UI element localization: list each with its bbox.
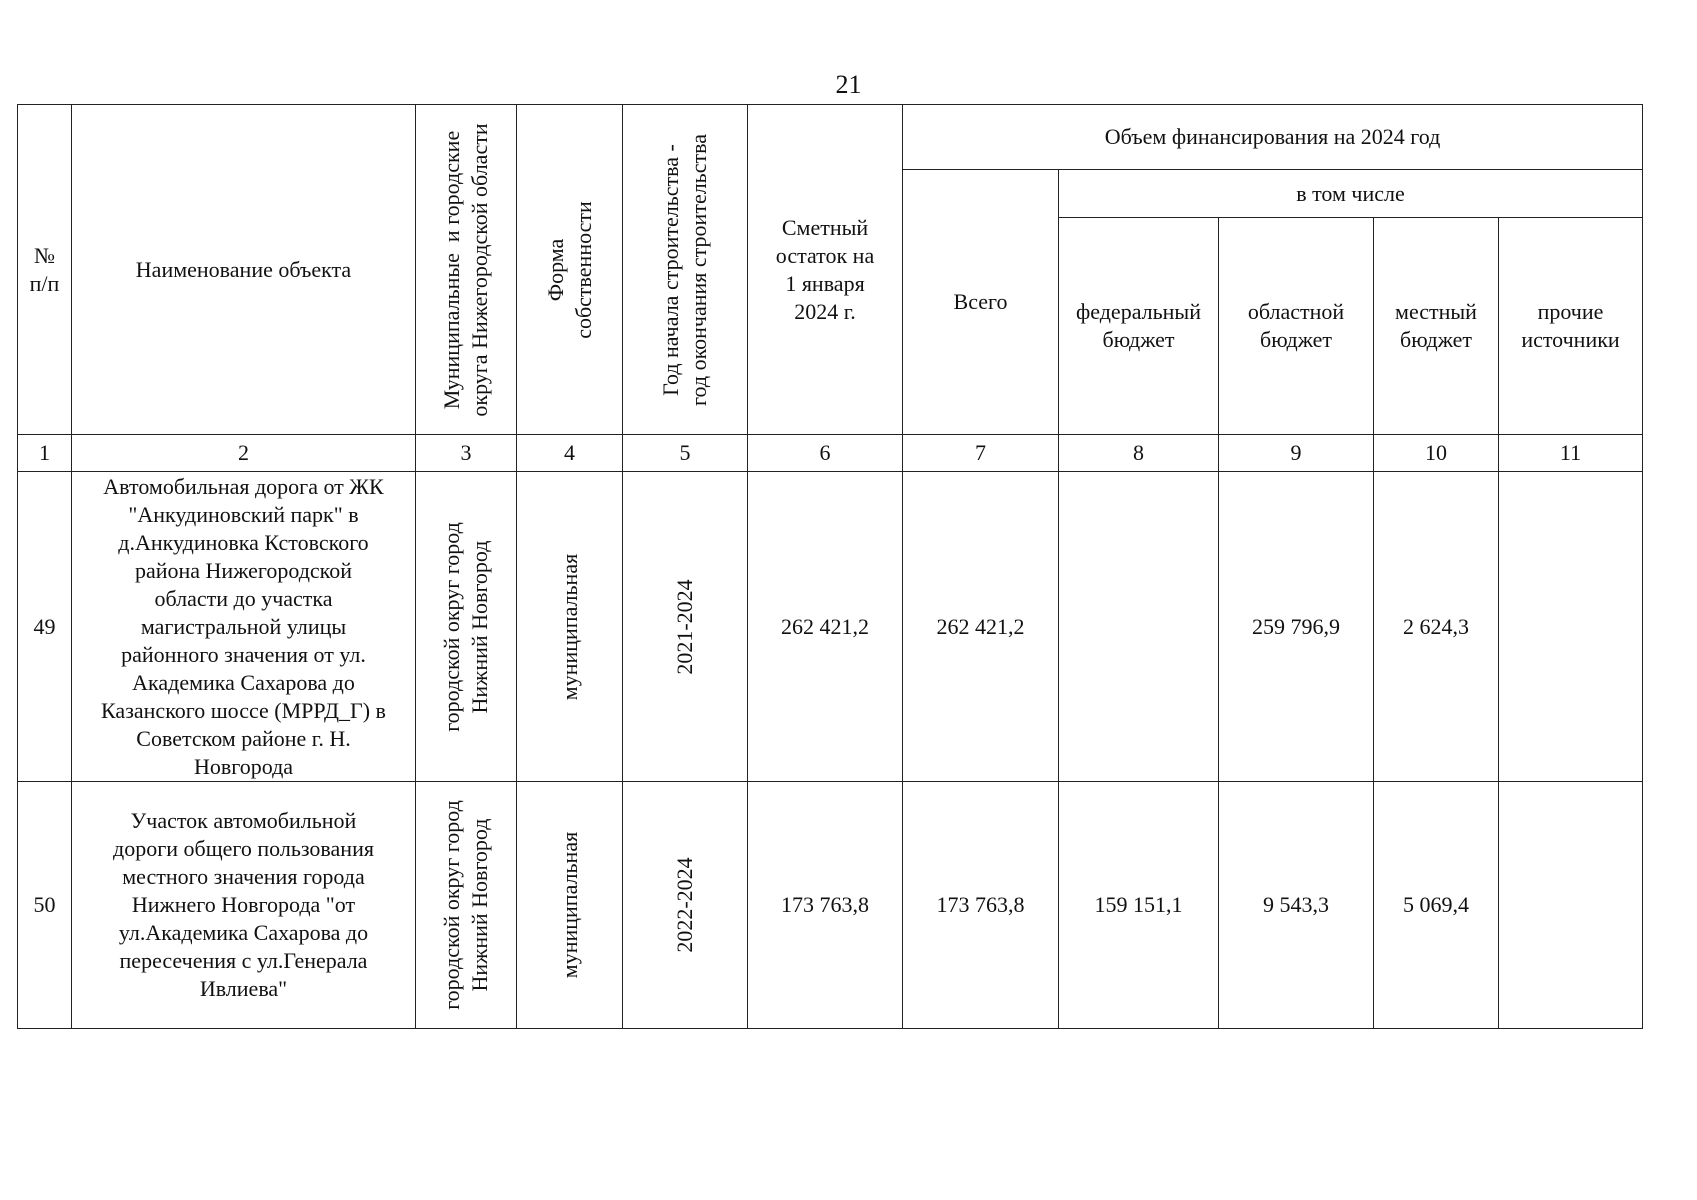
years-text: 2021-2024: [672, 578, 697, 675]
column-number: 11: [1499, 435, 1643, 472]
other-value: [1499, 782, 1643, 1029]
object-name: Участок автомобильной дороги общего пользования местного значения города Нижнего Новгорода "от ул.Академика Сахарова до пересечения с ул.Генерала Ивлиева": [72, 782, 416, 1029]
municipality-cell: [416, 472, 517, 782]
ownership-cell: [517, 782, 623, 1029]
total-value: 173 763,8: [903, 782, 1059, 1029]
header-years: [623, 105, 748, 435]
table-row: [18, 472, 1643, 782]
header-funding-group-label: Объем финансирования на 2024 год: [1104, 124, 1441, 149]
column-number: 3: [416, 435, 517, 472]
years-cell: [623, 782, 748, 1029]
header-estimate: [748, 105, 903, 435]
header-other-label: прочие источники: [1521, 299, 1620, 352]
other-value: [1499, 472, 1643, 782]
header-regional-label: областной бюджет: [1247, 299, 1345, 352]
header-ownership-label: Форма собственности: [542, 200, 596, 339]
column-number: 1: [18, 435, 72, 472]
column-number: 10: [1374, 435, 1499, 472]
header-including-label: в том числе: [1296, 180, 1405, 206]
header-funding-group: [903, 105, 1643, 170]
regional-value: 9 543,3: [1219, 782, 1374, 1029]
column-number: 7: [903, 435, 1059, 472]
ownership-text: муниципальная: [556, 553, 582, 700]
local-value: 5 069,4: [1374, 782, 1499, 1029]
column-number: 2: [72, 435, 416, 472]
federal-value: 159 151,1: [1059, 782, 1219, 1029]
header-federal-label: федеральный бюджет: [1076, 299, 1201, 352]
header-object-name: [72, 105, 416, 435]
header-including: [1059, 170, 1643, 218]
header-estimate-label: Сметный остаток на 1 января 2024 г.: [775, 214, 875, 324]
header-number: [18, 105, 72, 435]
header-local: [1374, 218, 1499, 435]
column-number: 4: [517, 435, 623, 472]
regional-value: 259 796,9: [1219, 472, 1374, 782]
column-number: 5: [623, 435, 748, 472]
table-row: [18, 782, 1643, 1029]
header-regional: [1219, 218, 1374, 435]
header-row-1: [18, 105, 1643, 170]
header-total-label: Всего: [953, 289, 1008, 314]
years-text: 2022-2024: [672, 857, 697, 953]
header-object-name-label: Наименование объекта: [135, 256, 352, 282]
header-years-label: Год начала строительства - год окончания строительства: [658, 133, 711, 406]
estimate-value: 262 421,2: [748, 472, 903, 782]
total-value: 262 421,2: [903, 472, 1059, 782]
header-federal: [1059, 218, 1219, 435]
row-number: 50: [18, 782, 72, 1029]
header-municipality-label: Муниципальные и городские округа Нижегородской области: [439, 122, 492, 417]
municipality-text: городской округ город Нижний Новгород: [439, 521, 492, 732]
header-number-label: № п/п: [29, 242, 60, 296]
header-total: [903, 170, 1059, 435]
column-number: 9: [1219, 435, 1374, 472]
column-number-row: [18, 435, 1643, 472]
header-municipality: [416, 105, 517, 435]
column-number: 8: [1059, 435, 1219, 472]
ownership-cell: [517, 472, 623, 782]
row-number: 49: [18, 472, 72, 782]
page-number: 21: [835, 70, 862, 99]
financing-table: [17, 104, 1643, 1029]
header-ownership: [517, 105, 623, 435]
municipality-cell: [416, 782, 517, 1029]
object-name: Автомобильная дорога от ЖК "Анкудиновский парк" в д.Анкудиновка Кстовского района Нижегородской области до участка магистральной улицы районного значения от ул. Академика Сахарова до Казанского шоссе (МРРД_Г) в Советском районе г. Н. Новгорода: [72, 472, 416, 782]
header-other: [1499, 218, 1643, 435]
local-value: 2 624,3: [1374, 472, 1499, 782]
column-number: 6: [748, 435, 903, 472]
ownership-text: муниципальная: [556, 831, 582, 979]
estimate-value: 173 763,8: [748, 782, 903, 1029]
years-cell: [623, 472, 748, 782]
header-local-label: местный бюджет: [1395, 299, 1477, 352]
municipality-text: городской округ город Нижний Новгород: [439, 800, 492, 1010]
federal-value: [1059, 472, 1219, 782]
